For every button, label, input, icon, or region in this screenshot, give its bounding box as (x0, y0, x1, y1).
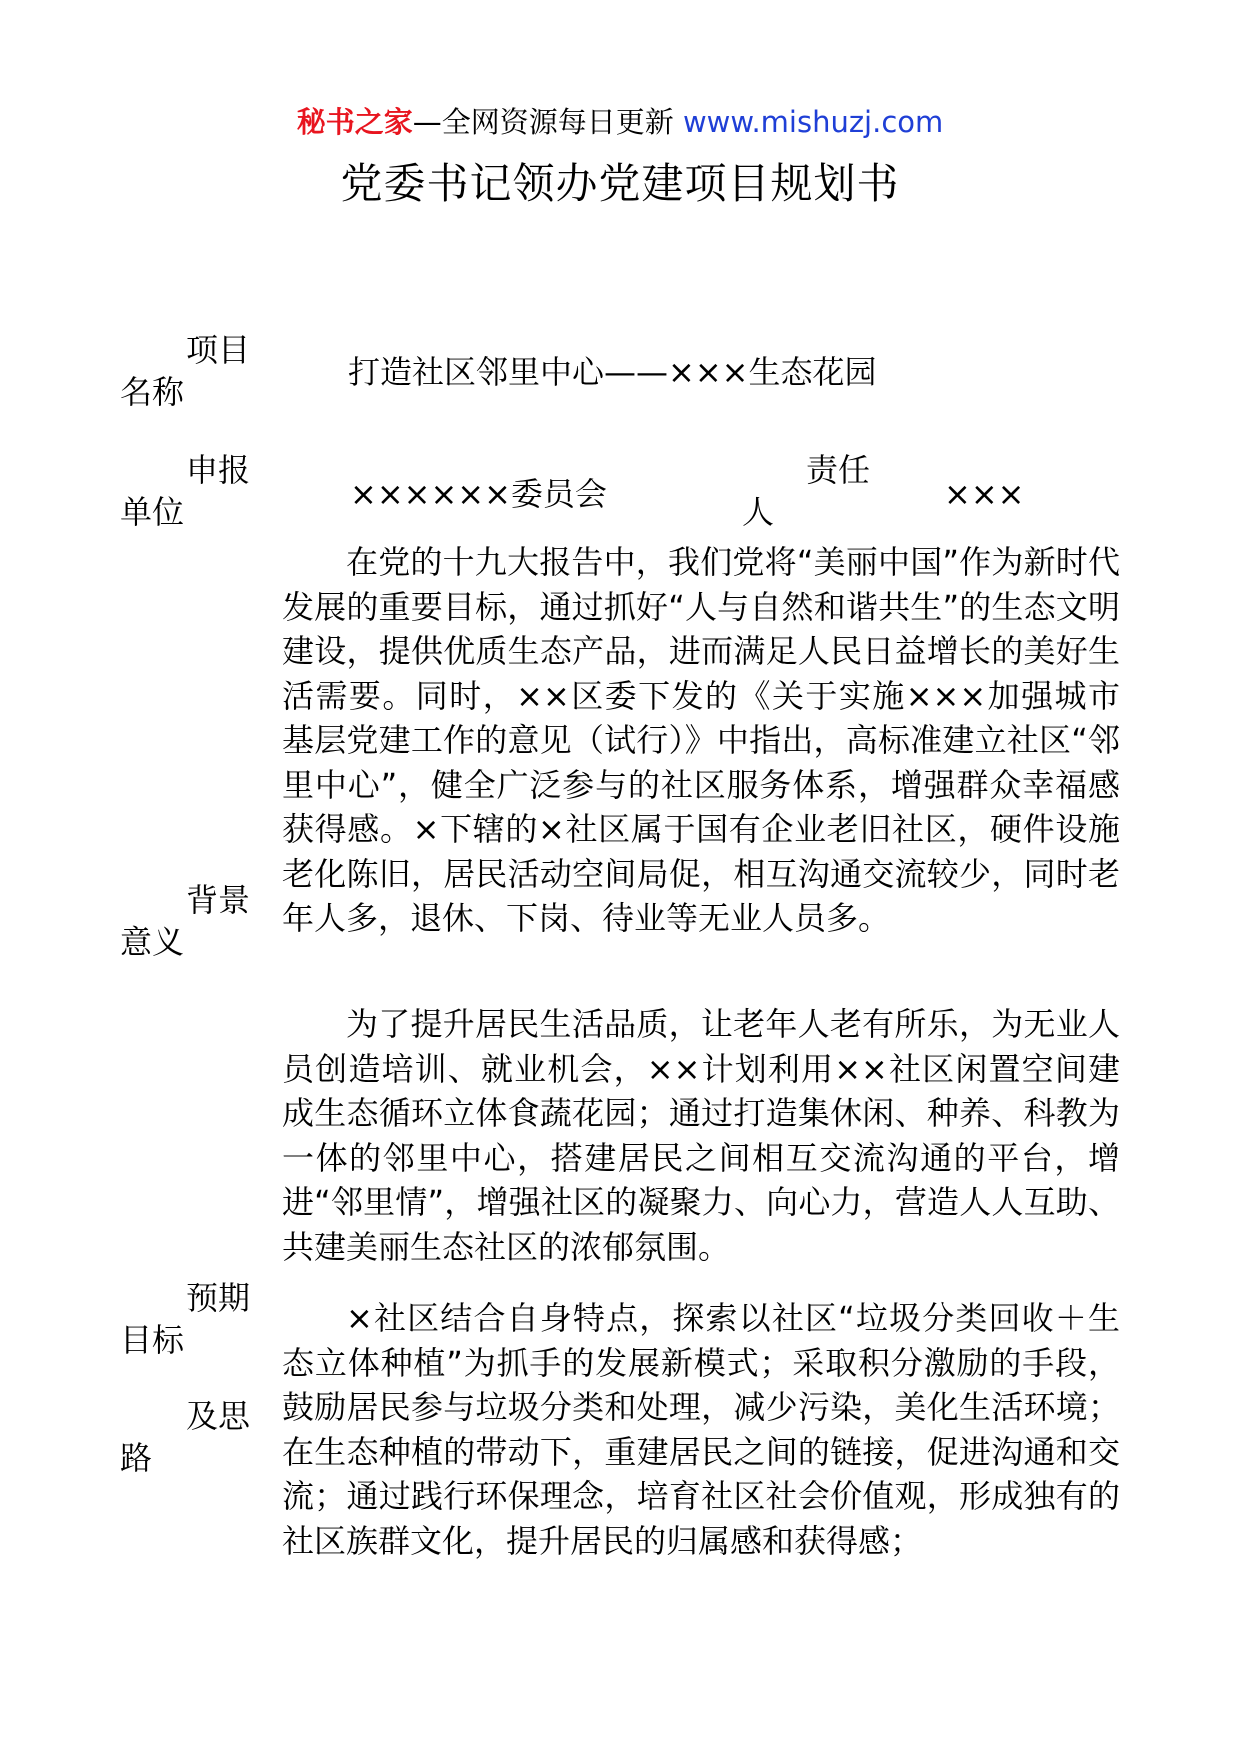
brand-name: 秘书之家 (296, 105, 413, 139)
responsible-label-line1: 责任 (806, 451, 871, 489)
applicant-value: ××××××委员会 (350, 475, 607, 513)
goals-label-line4: 路 (120, 1439, 153, 1477)
goals-label-line1: 预期 (186, 1279, 251, 1317)
project-name-label-line2: 名称 (120, 373, 185, 411)
site-url-link[interactable]: www.mishuzj.com (682, 105, 944, 139)
goals-label-line2: 目标 (120, 1321, 185, 1359)
responsible-label-line2: 人 (742, 493, 775, 531)
background-paragraph-2: 为了提升居民生活品质，让老年人老有所乐，为无业人员创造培训、就业机会，××计划利用××社区闲置空间建成生态循环立体食蔬花园；通过打造集休闲、种养、科教为一体的邻里中心，搭建居民之间相互交流沟通的平台，增进“邻里情”，增强社区的凝聚力、向心力，营造人人互助、共建美丽生态社区的浓郁氛围。 (282, 1005, 1120, 1266)
site-header (0, 100, 1240, 144)
goals-label-line3: 及思 (186, 1397, 251, 1435)
project-name-value: 打造社区邻里中心——×××生态花园 (348, 353, 877, 391)
header-tagline: —全网资源每日更新 (412, 105, 674, 139)
background-paragraph-1: 在党的十九大报告中，我们党将“美丽中国”作为新时代发展的重要目标，通过抓好“人与自然和谐共生”的生态文明建设，提供优质生态产品，进而满足人民日益增长的美好生活需要。同时，××区委下发的《关于实施×××加强城市基层党建工作的意见（试行）》中指出，高标准建立社区“邻里中心”，健全广泛参与的社区服务体系，增强群众幸福感获得感。×下辖的×社区属于国有企业老旧社区，硬件设施老化陈旧，居民活动空间局促，相互沟通交流较少，同时老年人多，退休、下岗、待业等无业人员多。 (282, 543, 1120, 937)
applicant-label-line1: 申报 (186, 451, 251, 489)
background-label-line2: 意义 (120, 923, 185, 961)
project-name-label-line1: 项目 (186, 331, 251, 369)
goals-paragraph-1: ×社区结合自身特点，探索以社区“垃圾分类回收＋生态立体种植”为抓手的发展新模式；采取积分激励的手段，鼓励居民参与垃圾分类和处理，减少污染，美化生活环境；在生态种植的带动下，重建居民之间的链接，促进沟通和交流；通过践行环保理念，培育社区社会价值观，形成独有的社区族群文化，提升居民的归属感和获得感； (282, 1299, 1120, 1560)
applicant-label-line2: 单位 (120, 493, 185, 531)
responsible-value: ××× (944, 475, 1025, 513)
document-title: 党委书记领办党建项目规划书 (340, 159, 900, 208)
background-label-line1: 背景 (186, 881, 251, 919)
